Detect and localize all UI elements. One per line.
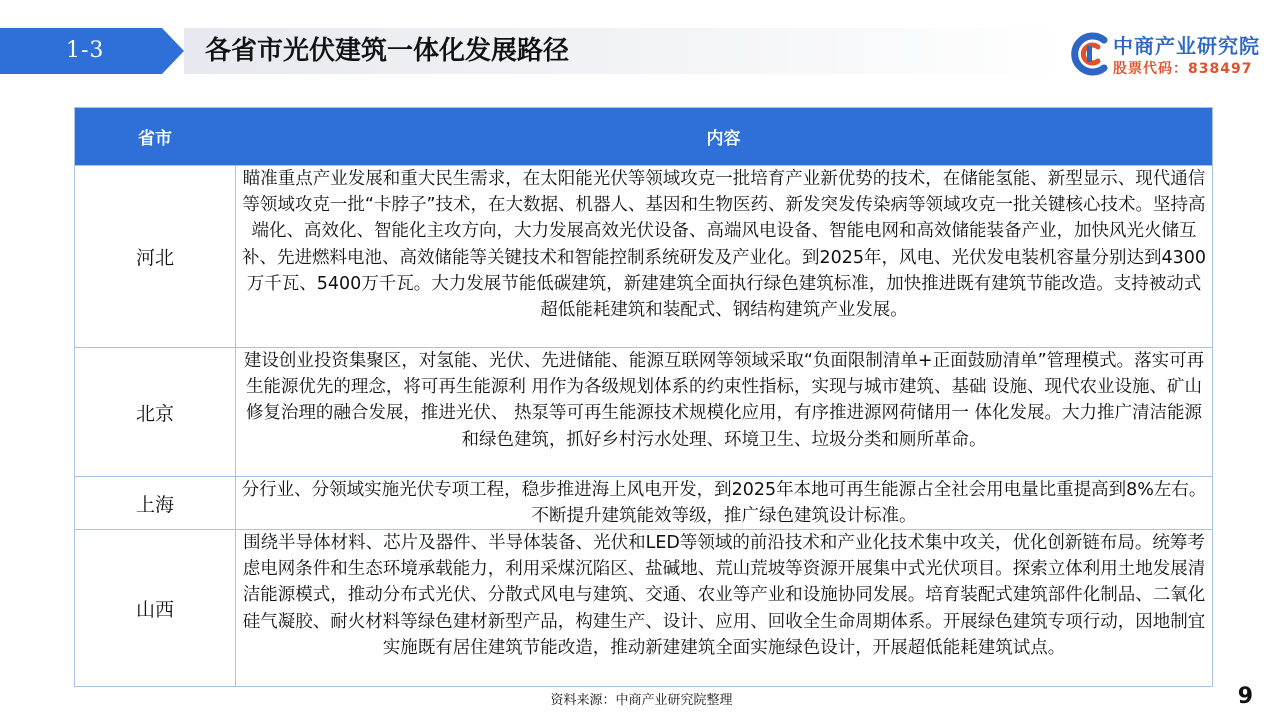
section-number: 1-3 <box>66 38 105 63</box>
table-row <box>75 476 1212 529</box>
table-row <box>75 165 1212 347</box>
content-cell: 建设创业投资集聚区，对氢能、光伏、先进储能、能源互联网等领域采取“负面限制清单+正面鼓励清单”管理模式。落实可再生能源优先的理念，将可再生能源利 用作为各级规划体系的约束性指标，实现与城市建筑、基础 设施、现代农业设施、矿山修复治理的融合发展，推进光伏、 热泵等可再生能源技术规模化应用，有序推进源网荷储用一 体化发展。大力推广清洁能源和绿色建筑，抓好乡村污水处理、环境卫生、垃圾分类和厕所革命。 <box>243 351 1205 450</box>
logo-icon <box>1070 32 1110 76</box>
source-note: 资料来源：中商产业研究院整理 <box>550 693 733 708</box>
page-number: 9 <box>1237 684 1253 709</box>
stock-code: 股票代码：838497 <box>1113 61 1253 77</box>
content-cell: 围绕半导体材料、芯片及器件、半导体装备、光伏和LED等领域的前沿技术和产业化技术集中攻关，优化创新链布局。统筹考虑电网条件和生态环境承载能力，利用采煤沉陷区、盐碱地、荒山荒坡等资源开展集中式光伏项目。探索立体利用土地发展清洁能源模式，推动分布式光伏、分散式风电与建筑、交通、农业等产业和设施协同发展。培育装配式建筑部件化制品、二氧化硅气凝胶、耐火材料等绿色建材新型产品，构建生产、设计、应用、回收全生命周期体系。开展绿色建筑专项行动，因地制宜实施既有居住建筑节能改造，推动新建建筑全面实施绿色设计，开展超低能耗建筑试点。 <box>242 533 1206 658</box>
province-cell: 北京 <box>75 348 236 476</box>
province-cell: 上海 <box>75 477 236 529</box>
header-province: 省市 <box>138 129 172 149</box>
table-row <box>75 347 1212 476</box>
province-cell: 山西 <box>75 530 236 686</box>
content-cell: 分行业、分领域实施光伏专项工程，稳步推进海上风电开发，到2025年本地可再生能源占全社会用电量比重提高到8%左右。不断提升建筑能效等级，推广绿色建筑设计标准。 <box>241 480 1207 527</box>
table-row <box>75 529 1212 686</box>
page-title: 各省市光伏建筑一体化发展路径 <box>205 36 570 66</box>
table-header <box>75 108 1212 165</box>
content-cell: 瞄准重点产业发展和重大民生需求，在太阳能光伏等领域攻克一批培育产业新优势的技术，在储能氢能、新型显示、现代通信等领域攻克一批“卡脖子”技术，在大数据、机器人、基因和生物医药、新发突发传染病等领域攻克一批关键核心技术。坚持高端化、高效化、智能化主攻方向，大力发展高效光伏设备、高端风电设备、智能电网和高效储能装备产业，加快风光火储互补、先进燃料电池、高效储能等关键技术和智能控制系统研发及产业化。到2025年，风电、光伏发电装机容量分别达到4300万千瓦、5400万千瓦。大力发展节能低碳建筑，新建建筑全面执行绿色建筑标准，加快推进既有建筑节能改造。支持被动式超低能耗建筑和装配式、钢结构建筑产业发展。 <box>241 169 1207 321</box>
header-content: 内容 <box>706 129 741 149</box>
company-logo <box>1070 28 1270 80</box>
policy-table <box>74 107 1213 687</box>
province-cell: 河北 <box>75 166 236 347</box>
logo-name: 中商产业研究院 <box>1113 34 1260 58</box>
